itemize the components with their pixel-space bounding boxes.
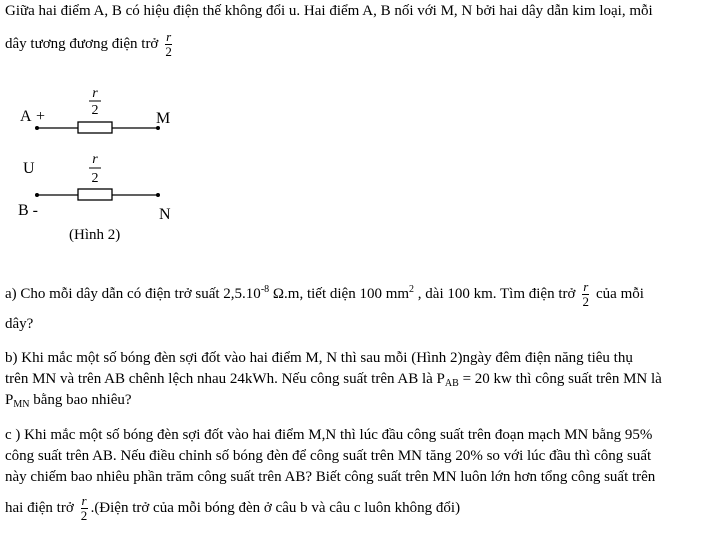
intro-line-1: Giữa hai điểm A, B có hiệu điện thế không đổi u. Hai điểm A, B nối với M, N bởi hai dây dẫn kim loại, mỗi xyxy=(5,3,653,19)
part-a-fraction-den: 2 xyxy=(582,294,589,309)
bottom-r-num: r xyxy=(92,152,98,167)
part-a-line-1 xyxy=(5,280,644,309)
figure-caption: (Hình 2) xyxy=(69,227,121,243)
part-a-text-3: , dài 100 km. Tìm điện trở xyxy=(414,285,576,302)
label-a: A xyxy=(20,108,32,125)
label-b: B - xyxy=(18,202,38,219)
part-a-fraction xyxy=(582,280,589,309)
part-c-line-3: này chiếm bao nhiêu phần trăm công suất trên AB? Biết công suất trên MN luôn lớn hơn tổng công suất trên xyxy=(5,469,656,485)
label-u: U xyxy=(23,160,35,177)
part-a-exponent: -8 xyxy=(260,283,270,295)
part-b-sub-ab: AB xyxy=(444,378,459,389)
bottom-r-den: 2 xyxy=(91,171,99,186)
part-a-text-4: của mỗi xyxy=(596,285,644,302)
part-c-fraction xyxy=(81,494,88,523)
part-a-fraction-num: r xyxy=(583,279,589,294)
intro-fraction-num: r xyxy=(166,29,172,44)
part-c-line-1: c ) Khi mắc một số bóng đèn sợi đốt vào hai điểm M,N thì lúc đầu công suất trên đoạn mạch MN bằng 95% xyxy=(5,427,653,443)
part-c-fraction-den: 2 xyxy=(80,508,88,523)
node-b xyxy=(35,193,39,197)
label-m: M xyxy=(156,110,171,127)
part-b-text-1: trên MN và trên AB chênh lệch nhau 24kWh. Nếu công suất trên AB là P xyxy=(5,371,445,387)
part-a-line-2: dây? xyxy=(5,316,34,332)
top-r-den: 2 xyxy=(91,103,99,118)
part-a-text-2: Ω.m, tiết diện 100 mm xyxy=(269,285,410,302)
node-a xyxy=(35,126,39,130)
part-c-text-2: .(Điện trở của mỗi bóng đèn ở câu b và câu c luôn không đổi) xyxy=(90,499,461,516)
label-a-sign: + xyxy=(36,108,46,125)
part-b-p: P xyxy=(5,392,14,408)
part-b-text-3: bằng bao nhiêu? xyxy=(29,392,132,408)
label-n: N xyxy=(159,206,171,223)
top-r-num: r xyxy=(92,86,98,101)
intro-fraction-den: 2 xyxy=(165,44,172,59)
part-b-text-2: = 20 kw thì công suất trên MN là xyxy=(458,371,662,387)
bottom-resistor xyxy=(78,189,112,200)
part-a-exponent-2: 2 xyxy=(409,283,415,295)
part-b-line-3 xyxy=(5,391,132,414)
part-b-sub-mn: MN xyxy=(13,399,30,410)
part-c-fraction-num: r xyxy=(81,493,87,508)
part-c-line-2: công suất trên AB. Nếu điều chỉnh số bóng đèn để công suất trên MN tăng 20% so với lúc đầu thì công suất xyxy=(5,448,652,464)
part-b-line-1: b) Khi mắc một số bóng đèn sợi đốt vào hai điểm M, N thì sau mỗi (Hình 2)ngày đêm điện năng tiêu thụ xyxy=(5,350,633,366)
part-c-text-1: hai điện trở xyxy=(5,499,74,516)
node-n xyxy=(156,193,160,197)
top-resistor xyxy=(78,122,112,133)
part-c-line-4 xyxy=(5,494,460,523)
part-b-line-2 xyxy=(5,370,662,393)
part-a-text-1: a) Cho mỗi dây dẫn có điện trở suất 2,5.10 xyxy=(5,285,261,302)
intro-line-2-text: dây tương đương điện trở xyxy=(5,35,159,52)
